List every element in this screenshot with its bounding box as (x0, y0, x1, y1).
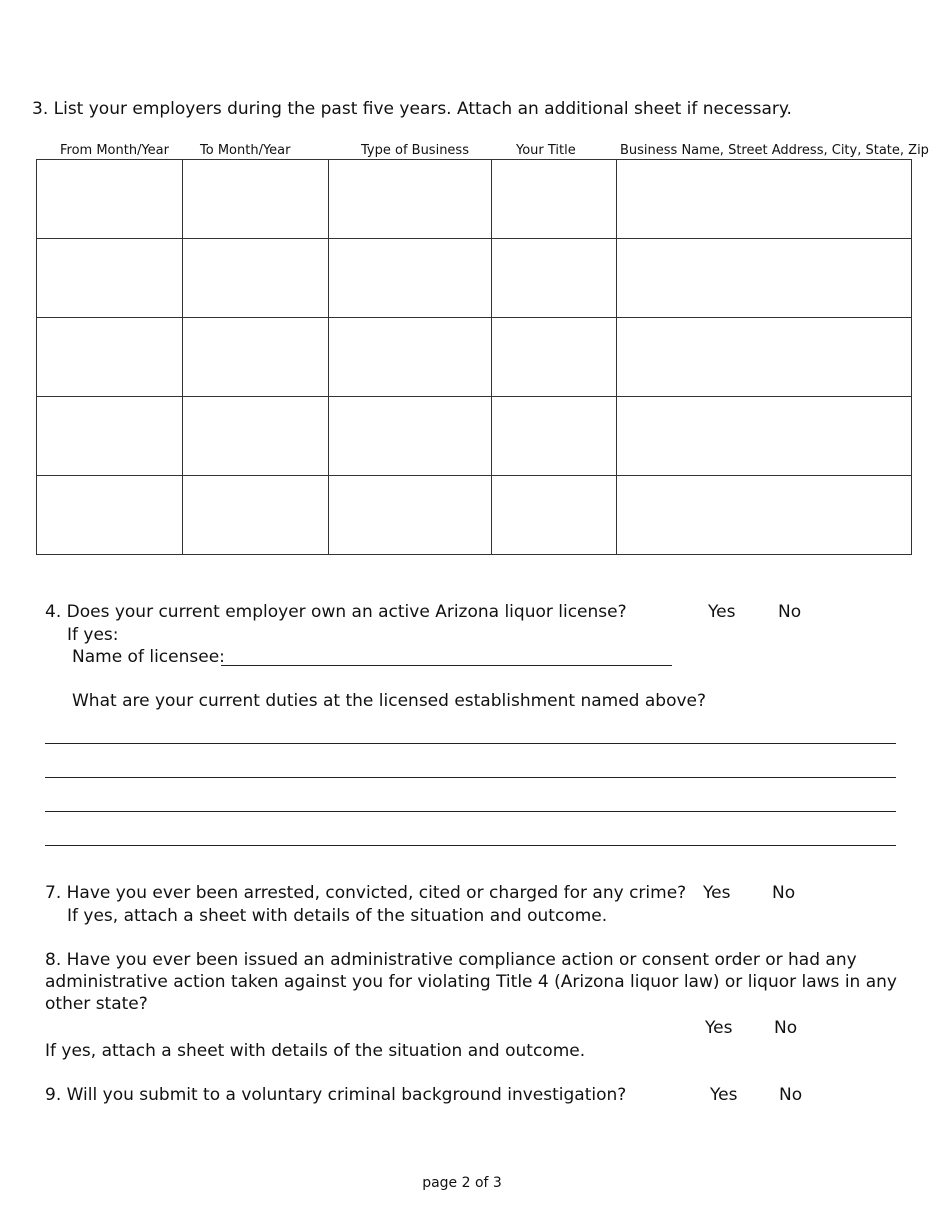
col-header-to: To Month/Year (200, 143, 291, 158)
licensee-name-field[interactable] (221, 665, 672, 666)
table-row (37, 160, 912, 239)
licensee-label: Name of licensee: (72, 647, 225, 667)
q7-yes-option[interactable]: Yes (703, 883, 731, 903)
table-cell[interactable] (329, 239, 492, 318)
table-cell[interactable] (183, 397, 329, 476)
q9-no-option[interactable]: No (779, 1085, 803, 1105)
table-row (37, 476, 912, 555)
table-cell[interactable] (617, 476, 912, 555)
col-header-business-type: Type of Business (361, 143, 469, 158)
q4-if-yes-label: If yes: (67, 625, 119, 645)
table-row (37, 239, 912, 318)
col-header-from: From Month/Year (60, 143, 169, 158)
table-cell[interactable] (492, 476, 617, 555)
employer-table (36, 159, 912, 555)
q8-note: If yes, attach a sheet with details of the situation and outcome. (45, 1041, 586, 1061)
table-cell[interactable] (617, 239, 912, 318)
duties-line-2[interactable] (45, 777, 896, 778)
q9-prompt: 9. Will you submit to a voluntary criminal background investigation? (45, 1085, 627, 1105)
col-header-title: Your Title (516, 143, 576, 158)
q8-prompt: 8. Have you ever been issued an administrative compliance action or consent order or had any administrative action taken against you for violating Title 4 (Arizona liquor law) or liquor laws in any other state? (45, 950, 897, 1014)
q4-no-option[interactable]: No (778, 602, 802, 622)
q4-yes-option[interactable]: Yes (708, 602, 736, 622)
q3-prompt: 3. List your employers during the past five years. Attach an additional sheet if necessary. (32, 99, 792, 119)
table-cell[interactable] (183, 160, 329, 239)
duties-line-1[interactable] (45, 743, 896, 744)
table-cell[interactable] (492, 397, 617, 476)
q7-prompt: 7. Have you ever been arrested, convicted, cited or charged for any crime? (45, 883, 687, 903)
table-cell[interactable] (183, 239, 329, 318)
table-row (37, 397, 912, 476)
duties-line-3[interactable] (45, 811, 896, 812)
q7-note: If yes, attach a sheet with details of the situation and outcome. (67, 906, 608, 926)
table-cell[interactable] (329, 160, 492, 239)
q8-yes-option[interactable]: Yes (705, 1018, 733, 1038)
page-number: page 2 of 3 (422, 1175, 502, 1191)
table-cell[interactable] (492, 318, 617, 397)
table-cell[interactable] (37, 318, 183, 397)
table-cell[interactable] (492, 160, 617, 239)
q4-prompt: 4. Does your current employer own an active Arizona liquor license? (45, 602, 627, 622)
table-cell[interactable] (37, 397, 183, 476)
table-row (37, 318, 912, 397)
duties-line-4[interactable] (45, 845, 896, 846)
table-cell[interactable] (37, 239, 183, 318)
table-cell[interactable] (183, 476, 329, 555)
table-cell[interactable] (492, 239, 617, 318)
table-cell[interactable] (329, 476, 492, 555)
col-header-business-address: Business Name, Street Address, City, State, Zip (620, 143, 929, 158)
q9-yes-option[interactable]: Yes (710, 1085, 738, 1105)
table-cell[interactable] (329, 318, 492, 397)
table-cell[interactable] (183, 318, 329, 397)
table-cell[interactable] (617, 318, 912, 397)
table-cell[interactable] (329, 397, 492, 476)
table-cell[interactable] (617, 160, 912, 239)
table-cell[interactable] (617, 397, 912, 476)
q8-no-option[interactable]: No (774, 1018, 798, 1038)
q7-no-option[interactable]: No (772, 883, 796, 903)
table-cell[interactable] (37, 160, 183, 239)
duties-prompt: What are your current duties at the licensed establishment named above? (72, 691, 707, 711)
table-cell[interactable] (37, 476, 183, 555)
